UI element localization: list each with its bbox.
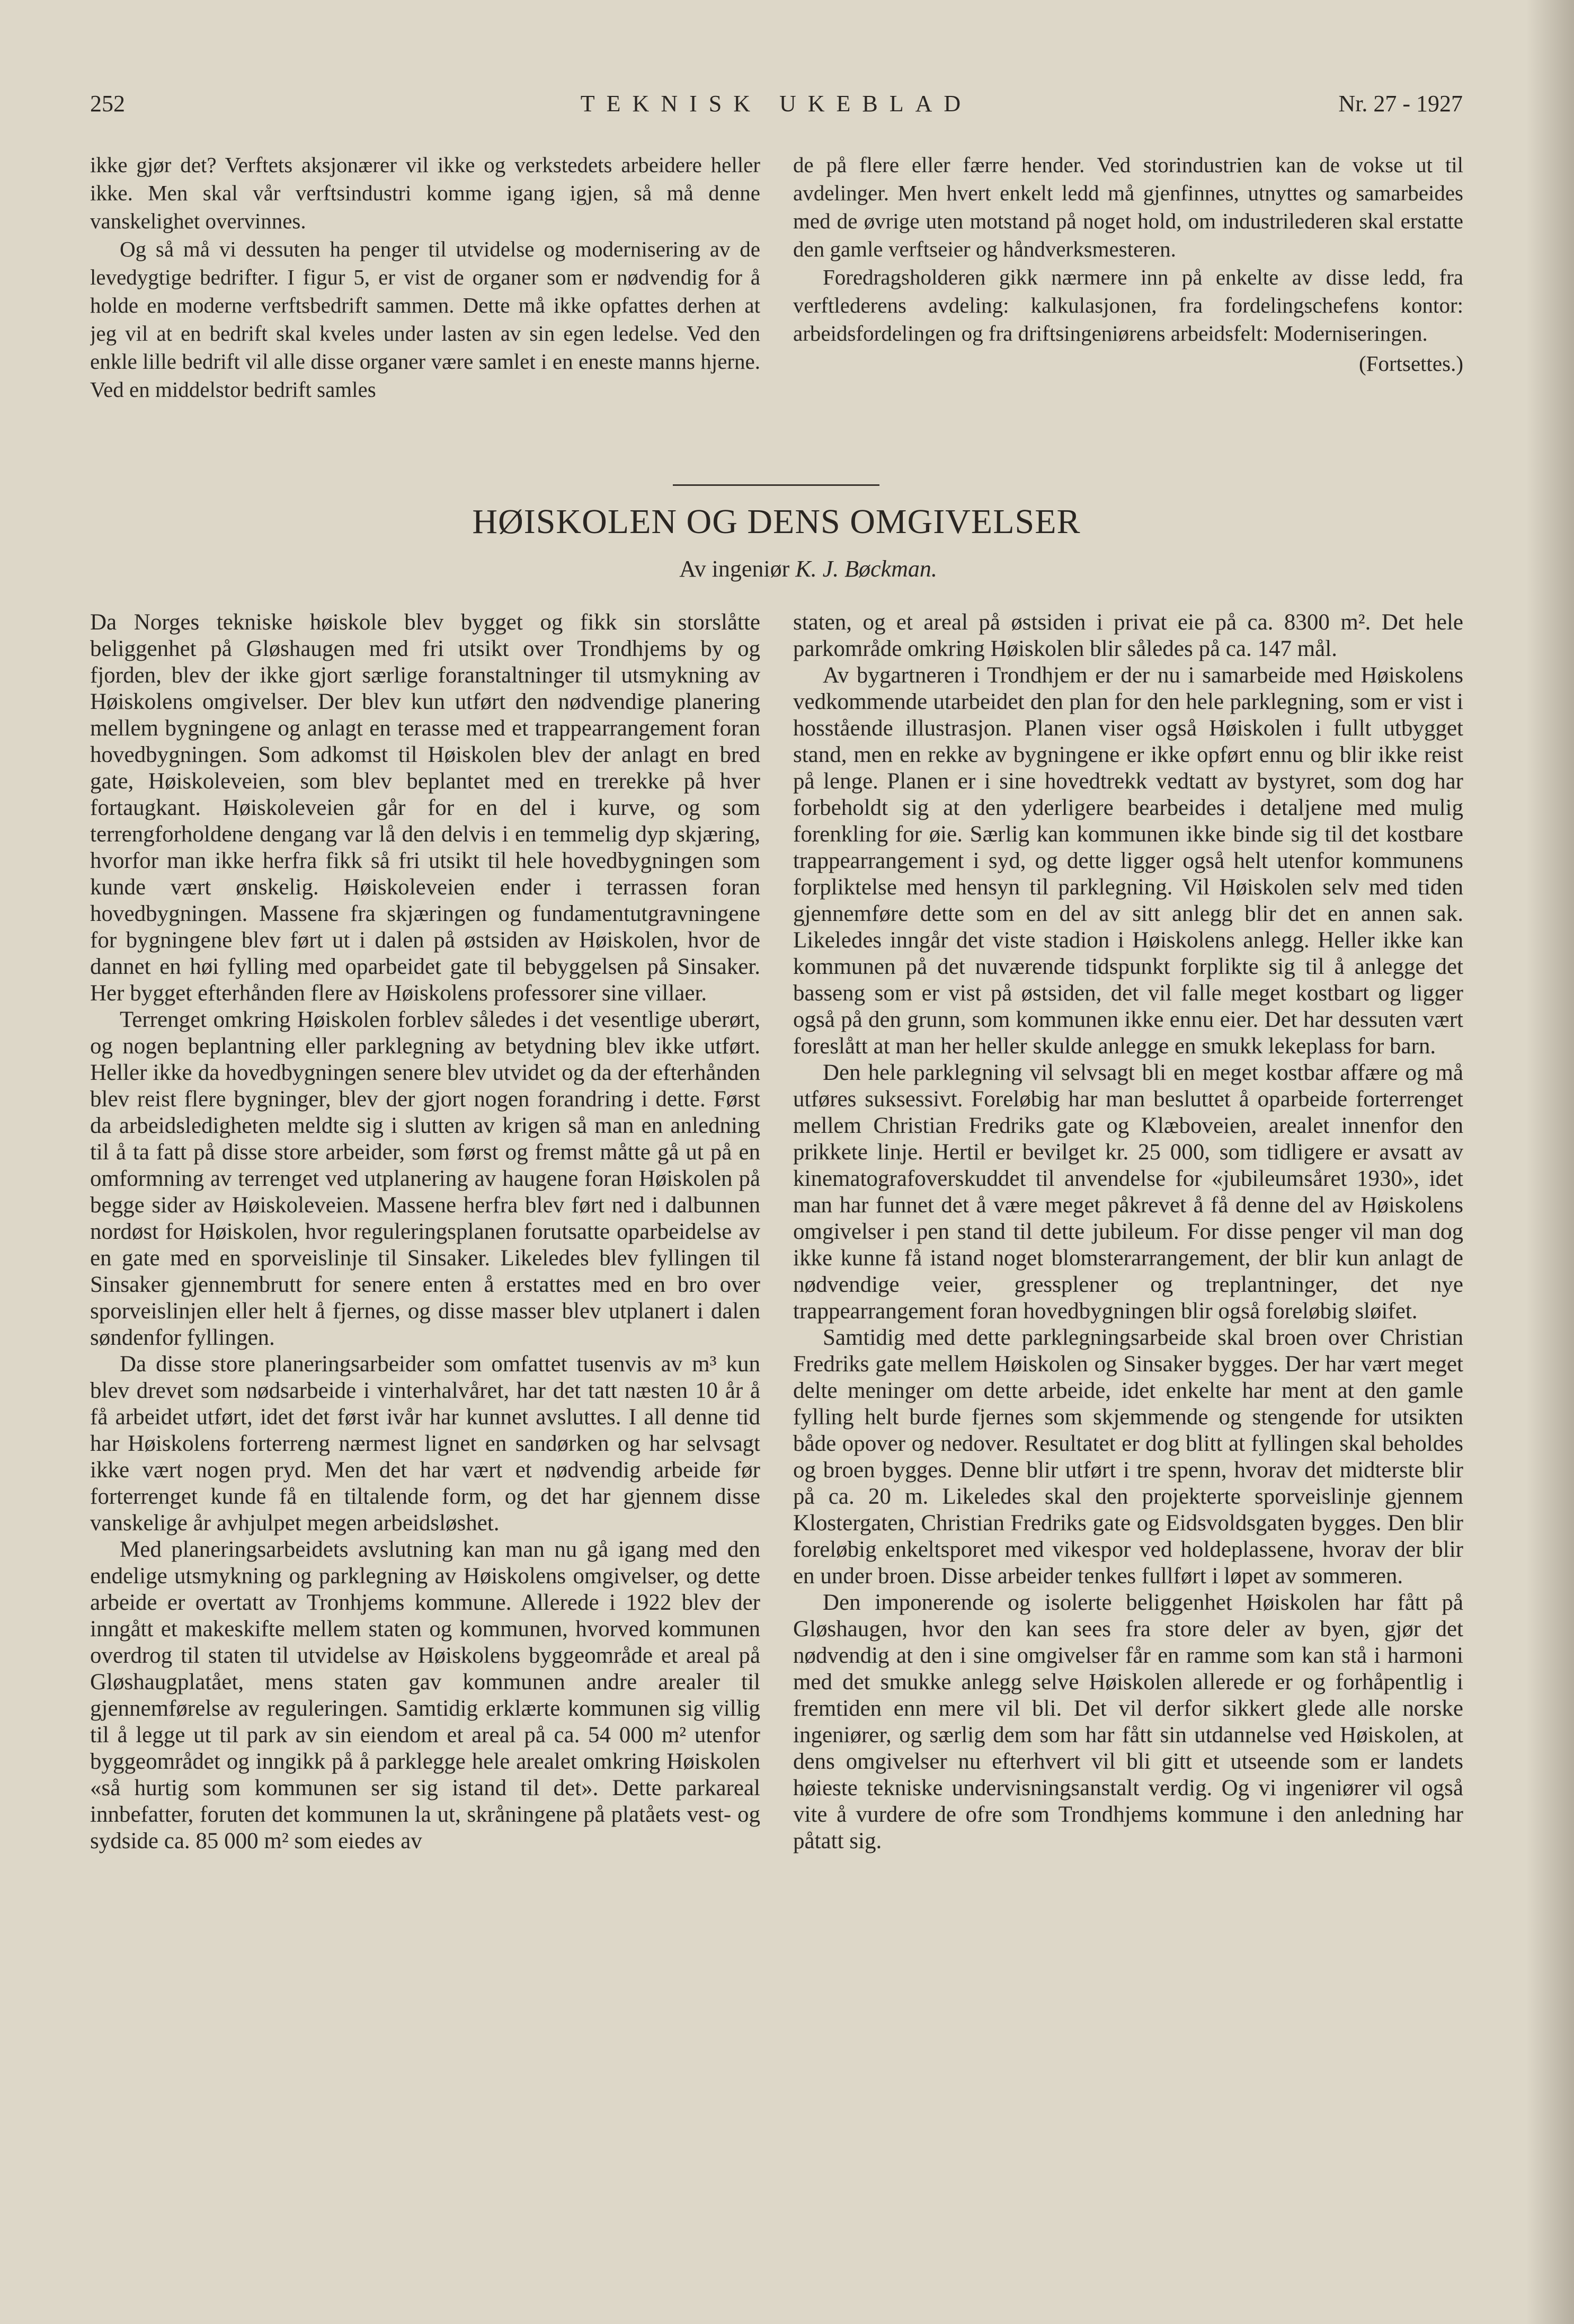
paragraph: Den imponerende og isolerte beliggenhet Høiskolen har fått på Gløshaugen, hvor den kan sees fra store deler av byen, gjør det nødvendig at den i sine omgivelser får en ramme som kan stå i harmoni med det smukke anlegg selve Høiskolen allerede er og forhåpentlig i fremtiden enn mere vil bli. Det vil derfor sikkert glede alle norske ingeniører, og særlig dem som har fått sin utdannelse ved Høiskolen, at dens omgivelser nu efterhvert vil bli gitt et utseende som er landets høieste tekniske undervisningsanstalt verdig. Og vi ingeniører vil også vite å vurdere de ofre som Trondhjems kommune i den anledning har påtatt sig. — [793, 1590, 1463, 1853]
paragraph: Samtidig med dette parklegningsarbeide skal broen over Christian Fredriks gate mellem Høiskolen og Sinsaker bygges. Der har vært meget delte meninger om dette arbeide, idet enkelte har ment at den gamle fylling helt burde fjernes som skjemmende og stengende for utsikten både opover og nedover. Resultatet er dog blitt at fyllingen skal beholdes og broen bygges. Denne blir utført i tre spenn, hvorav det midterste blir på ca. 20 m. Likeledes skal den projekterte sporveislinje gjennem Klostergaten, Christian Fredriks gate og Eidsvoldsgaten bygges. Den blir foreløbig enkeltsporet med vikespor ved holdeplassene, hvorav der blir en under broen. Disse arbeider tenkes fullført i løpet av sommeren. — [793, 1325, 1463, 1589]
paragraph: Og så må vi dessuten ha penger til utvidelse og modernisering av de levedygtige bedrifter. I figur 5, er vist de organer som er nødvendig for å holde en moderne verftsbedrift sammen. Dette må ikke opfattes derhen at jeg vil at en bedrift skal kveles under lasten av sin egen ledelse. Ved den enkle lille bedrift vil alle disse organer være samlet i en eneste manns hjerne. Ved en middelstor bedrift samles — [90, 237, 760, 402]
paragraph: Av bygartneren i Trondhjem er der nu i samarbeide med Høiskolens vedkommende utarbeidet den plan for den hele parklegning, som er vist i hosstående illustrasjon. Planen viser også Høiskolen i fullt utbygget stand, men en rekke av bygningene er ikke opført ennu og blir ikke reist på lenge. Planen er i sine hovedtrekk vedtatt av bystyret, som dog har forbeholdt sig at den yderligere bearbeides i detaljene med mulig forenkling for øie. Særlig kan kommunen ikke binde sig til det kostbare trappearrangement i syd, og dette ligger også helt utenfor kommunens forpliktelse med hensyn til parklegning. Vil Høiskolen selv med tiden gjennemføre dette som en del av sitt anlegg blir det en annen sak. Likeledes inngår det viste stadion i Høiskolens anlegg. Heller ikke kan kommunen på det nuværende tidspunkt forplikte sig til å anlegge det basseng som er vist på østsiden, det vil falle meget kostbart og ligger også på den grunn, som kommunen ikke ennu eier. Det har dessuten vært foreslått at man her heller skulde anlegge en smukk lekeplass for barn. — [793, 663, 1463, 1059]
page-number: 252 — [90, 91, 125, 117]
paragraph: Foredragsholderen gikk nærmere inn på enkelte av disse ledd, fra verftlederens avdeling: kalkulasjonen, fra fordelingschefens kontor: arbeidsfordelingen og fra driftsingeniørens arbeidsfelt: Moderniseringen. — [793, 265, 1463, 345]
section-divider — [673, 484, 879, 486]
author-name: K. J. Bøckman. — [795, 556, 937, 582]
byline — [90, 555, 1463, 582]
article-title: HØISKOLEN OG DENS OMGIVELSER — [472, 502, 1081, 541]
article-left-column — [90, 609, 760, 2199]
previous-article-left-column — [90, 151, 760, 469]
paragraph: de på flere eller færre hender. Ved storindustrien kan de vokse ut til avdelinger. Men hvert enkelt ledd må gjenfinnes, utnyttes og samarbeides med de øvrige uten motstand på noget hold, om industrilederen skal erstatte den gamle verftseier og håndverksmesteren. — [793, 153, 1463, 261]
article-right-column — [793, 609, 1463, 2199]
byline-prefix: Av ingeniør — [679, 556, 790, 582]
issue-number: Nr. 27 - 1927 — [1338, 91, 1463, 117]
journal-title: TEKNISK UKEBLAD — [580, 91, 973, 117]
paragraph: ikke gjør det? Verftets aksjonærer vil ikke og verkstedets arbeidere heller ikke. Men skal vår verftsindustri komme igang igjen, så må denne vanskelighet overvinnes. — [90, 153, 760, 233]
paragraph: staten, og et areal på østsiden i privat eie på ca. 8300 m². Det hele parkområde omkring Høiskolen blir således på ca. 147 mål. — [793, 610, 1463, 661]
paragraph: Den hele parklegning vil selvsagt bli en meget kostbar affære og må utføres suksessivt. Foreløbig har man besluttet å oparbeide forterrenget mellem Christian Fredriks gate og Klæboveien, arealet innenfor den prikkete linje. Hertil er bevilget kr. 25 000, som tidligere er avsatt av kinematografoverskuddet til anvendelse for «jubileumsåret 1930», idet man har funnet det å være meget påkrevet å få denne del av Høiskolens omgivelser i pen stand til dette jubileum. For disse penger vil man dog ikke kunne få istand noget blomsterarrangement, der blir kun anlagt de nødvendige veier, gressplener og treplantninger, det nye trappearrangement foran hovedbygningen blir også foreløbig sløifet. — [793, 1060, 1463, 1324]
paragraph: Med planeringsarbeidets avslutning kan man nu gå igang med den endelige utsmykning og parklegning av Høiskolens omgivelser, og dette arbeide er overtatt av Tronhjems kommune. Allerede i 1922 blev der inngått et makeskifte mellem staten og kommunen, hvorved kommunen overdrog til staten til utvidelse av Høiskolens byggeområde et areal på Gløshaugplatået, mens staten gav kommunen andre arealer til gjennemførelse av reguleringen. Samtidig erklærte kommunen sig villig til å legge ut til park av sin eiendom et areal på ca. 54 000 m² utenfor byggeområdet og inngikk på å parklegge hele arealet omkring Høiskolen «så hurtig som kommunen ser sig istand til det». Dette parkareal innbefatter, foruten det kommunen la ut, skråningene på platåets vest- og sydside ca. 85 000 m² som eiedes av — [90, 1537, 760, 1853]
continued-note: (Fortsettes.) — [1359, 351, 1463, 376]
page-edge-shadow — [1526, 0, 1574, 2324]
previous-article-right-column — [793, 151, 1463, 469]
paragraph: Terrenget omkring Høiskolen forblev således i det vesentlige uberørt, og nogen beplantning eller parklegning av betydning blev ikke utført. Heller ikke da hovedbygningen senere blev utvidet og da der efterhånden blev reist flere bygninger, blev der gjort nogen forandring i dette. Først da arbeidsledigheten meldte sig i slutten av krigen så man en anledning til å ta fatt på disse store arbeider, som først og fremst måtte gå ut på en omformning av terrenget ved utplanering av haugene foran Høiskolen på begge sider av Høiskoleveien. Massene herfra blev ført ned i dalbunnen nordøst for Høiskolen, hvor reguleringsplanen forutsatte oparbeidelse av en gate med en sporveislinje til Sinsaker. Likeledes blev fyllingen til Sinsaker gjennembrutt for senere enten å erstattes med en bro over sporveislinjen eller helt å fjernes, og disse masser blev utplanert i dalen søndenfor fyllingen. — [90, 1007, 760, 1350]
paragraph: Da Norges tekniske høiskole blev bygget og fikk sin storslåtte beliggenhet på Gløshaugen med fri utsikt over Trondhjems by og fjorden, blev der ikke gjort særlige foranstaltninger til utsmykning av Høiskolens omgivelser. Der blev kun utført den nødvendige planering mellem bygningene og anlagt en terasse med et trappearrangement foran hovedbygningen. Som adkomst til Høiskolen blev der anlagt en bred gate, Høiskoleveien, som blev beplantet med en trerekke på hver fortaugkant. Høiskoleveien går for en del i kurve, og som terrengforholdene dengang var lå den delvis i en temmelig dyp skjæring, hvorfor man ikke herfra fikk så fri utsikt til hele hovedbygningen som kunde vært ønskelig. Høiskoleveien ender i terrassen foran hovedbygningen. Massene fra skjæringen og fundamentutgravningene for bygningene blev ført ut i dalen på østsiden av Høiskolen, hvor de dannet en høi fylling med oparbeidet gate til bebyggelsen på Sinsaker. Her bygget efterhånden flere av Høiskolens professorer sine villaer. — [90, 610, 760, 1006]
running-head — [90, 90, 1463, 122]
paragraph: Da disse store planeringsarbeider som omfattet tusenvis av m³ kun blev drevet som nødsarbeide i vinterhalvåret, har det tatt næsten 10 år å få arbeidet utført, idet det først ivår har kunnet avsluttes. I all denne tid har Høiskolens forterreng nærmest lignet en sandørken og har selvsagt ikke vært nogen pryd. Men det har vært et nødvendig arbeide før forterrenget kunde få en tiltalende form, og det har gjennem disse vanskelige år avhjulpet megen arbeidsløshet. — [90, 1352, 760, 1536]
